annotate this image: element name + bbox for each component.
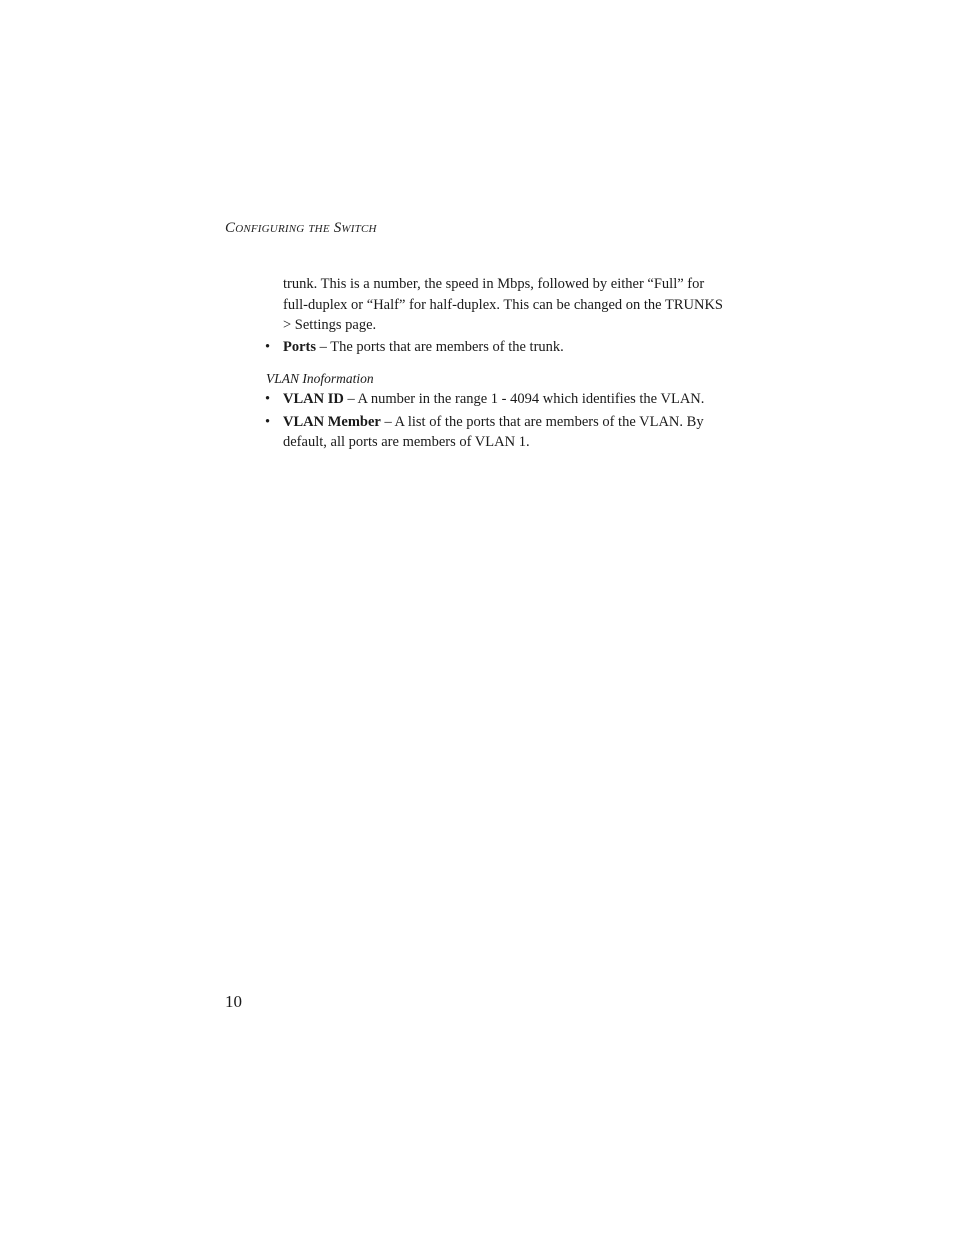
bullet-icon: •: [265, 413, 271, 430]
continuation-paragraph: trunk. This is a number, the speed in Mbps, followed by either “Full” for full-duplex or “Half” for half-duplex. This can be changed on the TRUNKS > Settings page.: [283, 276, 723, 333]
running-header: Configuring the Switch: [225, 220, 377, 236]
bullet-icon: •: [265, 338, 271, 355]
term-label: VLAN Member: [283, 413, 381, 430]
list-item-vlan-id: [264, 389, 734, 410]
page-number: 10: [225, 992, 242, 1011]
list-item-vlan-member: [264, 412, 734, 453]
term-description: – The ports that are members of the trunk.: [316, 338, 564, 355]
term-label: Ports: [283, 338, 317, 355]
section-heading-vlan: VLAN Inoformation: [266, 371, 374, 386]
term-description: – A list of the ports that are members of the VLAN. By default, all ports are members of VLAN 1.: [283, 413, 704, 450]
page-content: [264, 274, 734, 455]
term-label: VLAN ID: [283, 391, 344, 407]
list-item-ports: [264, 337, 734, 358]
bullet-icon: •: [265, 391, 271, 407]
term-description: – A number in the range 1 - 4094 which identifies the VLAN.: [343, 391, 705, 407]
